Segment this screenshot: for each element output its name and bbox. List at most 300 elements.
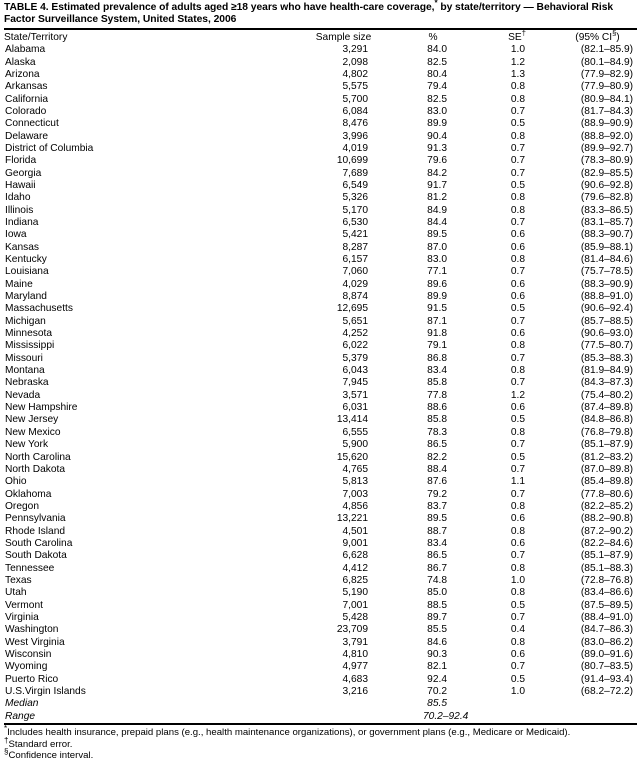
sample-size-value: 7,003 xyxy=(342,488,368,500)
state-name: Tennessee xyxy=(5,562,55,574)
sample-size-value: 5,421 xyxy=(342,229,368,241)
median-value: 85.5 xyxy=(427,698,447,710)
percent-value: 89.5 xyxy=(427,513,447,525)
table-row xyxy=(4,192,637,204)
se-value: 0.7 xyxy=(510,439,525,451)
percent-value: 82.2 xyxy=(427,451,447,463)
se-value: 0.6 xyxy=(510,291,525,303)
col-header-ci xyxy=(558,28,637,44)
percent-value: 83.0 xyxy=(427,105,447,117)
state-name: District of Columbia xyxy=(5,142,94,154)
sample-size-value: 4,029 xyxy=(342,278,368,290)
se-value: 0.5 xyxy=(510,451,525,463)
sample-size-value: 9,001 xyxy=(342,537,368,549)
ci-value: (75.7–78.5) xyxy=(580,266,633,278)
state-name: North Carolina xyxy=(5,451,71,463)
sample-size-value: 4,765 xyxy=(342,463,368,475)
se-value: 0.8 xyxy=(510,81,525,93)
col-header-state: State/Territory xyxy=(4,31,68,43)
sample-size-value: 6,084 xyxy=(342,105,368,117)
table-row xyxy=(4,217,637,229)
col-header-sample-size: Sample size xyxy=(315,31,372,43)
table-row xyxy=(4,316,637,328)
range-value: 70.2–92.4 xyxy=(423,710,469,722)
percent-value: 84.2 xyxy=(427,167,447,179)
percent-value: 88.5 xyxy=(427,599,447,611)
se-value: 0.8 xyxy=(510,340,525,352)
percent-value: 84.6 xyxy=(427,636,447,648)
state-name: Louisiana xyxy=(5,266,49,278)
percent-value: 77.1 xyxy=(427,266,447,278)
se-value: 0.6 xyxy=(510,241,525,253)
footnote xyxy=(4,735,637,751)
percent-value: 70.2 xyxy=(427,686,447,698)
percent-value: 87.1 xyxy=(427,315,447,327)
table-row xyxy=(4,353,637,365)
se-value: 0.7 xyxy=(510,377,525,389)
ci-value: (82.9–85.5) xyxy=(580,167,633,179)
footnote xyxy=(4,747,637,762)
state-name: Wyoming xyxy=(5,661,48,673)
state-name: Texas xyxy=(5,574,32,586)
table-row xyxy=(4,674,637,686)
sample-size-value: 5,170 xyxy=(342,204,368,216)
se-value: 0.8 xyxy=(510,93,525,105)
sample-size-value: 7,001 xyxy=(342,599,368,611)
ci-value: (90.6–93.0) xyxy=(580,328,633,340)
table-row xyxy=(4,81,637,93)
se-value: 0.8 xyxy=(510,562,525,574)
state-name: North Dakota xyxy=(5,463,66,475)
table-row xyxy=(4,266,637,278)
state-name: Maine xyxy=(5,278,33,290)
ci-value: (81.4–84.6) xyxy=(580,254,633,265)
table-row xyxy=(4,143,637,155)
se-value: 0.8 xyxy=(510,254,525,265)
ci-value: (90.6–92.4) xyxy=(580,303,633,315)
se-value: 0.7 xyxy=(510,155,525,167)
se-value: 0.6 xyxy=(510,278,525,290)
table-row xyxy=(4,414,637,426)
percent-value: 89.7 xyxy=(427,611,447,623)
table-row xyxy=(4,390,637,402)
col-header-se-marker: † xyxy=(521,28,526,38)
state-name: Utah xyxy=(5,587,27,599)
percent-value: 82.1 xyxy=(427,661,447,673)
median-label: Median xyxy=(5,698,39,710)
se-value: 0.7 xyxy=(510,216,525,228)
title-text-part2: years who have health-care coverage, xyxy=(247,2,435,13)
percent-value: 83.4 xyxy=(427,365,447,377)
ci-value: (88.9–90.9) xyxy=(580,118,633,130)
se-value: 1.2 xyxy=(510,389,525,401)
state-name: West Virginia xyxy=(5,636,65,648)
ci-value: (81.7–84.3) xyxy=(580,105,633,117)
ci-value: (88.8–91.0) xyxy=(580,291,633,303)
table-row xyxy=(4,377,637,389)
percent-value: 92.4 xyxy=(427,673,447,685)
se-value: 0.5 xyxy=(510,303,525,315)
percent-value: 85.8 xyxy=(427,377,447,389)
table-row xyxy=(4,340,637,352)
state-name: Washington xyxy=(5,624,59,636)
se-value: 0.6 xyxy=(510,513,525,525)
state-name: Vermont xyxy=(5,599,43,611)
percent-value: 79.4 xyxy=(427,81,447,93)
se-value: 0.7 xyxy=(510,611,525,623)
ci-value: (85.4–89.8) xyxy=(580,476,633,488)
table-row xyxy=(4,600,637,612)
ci-value: (72.8–76.8) xyxy=(580,574,633,586)
col-header-percent: % xyxy=(428,31,438,43)
sample-size-value: 3,996 xyxy=(342,130,368,142)
sample-size-value: 6,031 xyxy=(342,402,368,414)
table-row xyxy=(4,550,637,562)
se-value: 1.0 xyxy=(510,574,525,586)
table-row xyxy=(4,254,637,266)
state-name: Mississippi xyxy=(5,340,55,352)
state-name: Indiana xyxy=(5,216,39,228)
percent-value: 80.4 xyxy=(427,68,447,80)
se-value: 0.4 xyxy=(510,624,525,636)
state-name: Illinois xyxy=(5,204,34,216)
sample-size-value: 8,476 xyxy=(342,118,368,130)
table-row xyxy=(4,612,637,624)
percent-value: 88.7 xyxy=(427,525,447,537)
se-value: 0.5 xyxy=(510,599,525,611)
ci-value: (84.7–86.3) xyxy=(580,624,633,636)
state-name: New York xyxy=(5,439,49,451)
se-value: 0.7 xyxy=(510,315,525,327)
table-row xyxy=(4,44,637,56)
percent-value: 86.5 xyxy=(427,550,447,562)
sample-size-value: 2,098 xyxy=(342,56,368,68)
ci-value: (88.3–90.7) xyxy=(580,229,633,241)
sample-size-value: 13,414 xyxy=(336,414,368,426)
sample-size-value: 5,900 xyxy=(342,439,368,451)
percent-value: 90.4 xyxy=(427,130,447,142)
sample-size-value: 4,252 xyxy=(342,328,368,340)
col-header-ci-close: ) xyxy=(616,31,620,43)
ci-value: (77.8–80.6) xyxy=(580,488,633,500)
table-row xyxy=(4,686,637,698)
percent-value: 88.6 xyxy=(427,402,447,414)
ci-value: (87.4–89.8) xyxy=(580,402,633,414)
state-name: Pennsylvania xyxy=(5,513,66,525)
table-row xyxy=(4,661,637,673)
state-name: Ohio xyxy=(5,476,27,488)
se-value: 0.8 xyxy=(510,192,525,204)
table-row xyxy=(4,365,637,377)
table-row xyxy=(4,291,637,303)
header-row xyxy=(4,32,637,44)
footnote-marker: § xyxy=(4,747,9,757)
state-name: Kansas xyxy=(5,241,39,253)
percent-value: 91.5 xyxy=(427,303,447,315)
se-value: 0.8 xyxy=(510,500,525,512)
ci-value: (77.9–82.9) xyxy=(580,68,633,80)
state-name: Oregon xyxy=(5,500,39,512)
percent-value: 82.5 xyxy=(427,56,447,68)
sample-size-value: 5,651 xyxy=(342,315,368,327)
footnote-text: Confidence interval. xyxy=(8,750,94,762)
percent-value: 84.0 xyxy=(427,44,447,56)
state-name: Nebraska xyxy=(5,377,49,389)
state-name: New Jersey xyxy=(5,414,59,426)
se-value: 1.0 xyxy=(510,686,525,698)
ci-value: (68.2–72.2) xyxy=(580,686,633,698)
table-row xyxy=(4,649,637,661)
sample-size-value: 6,549 xyxy=(342,179,368,191)
se-value: 0.7 xyxy=(510,266,525,278)
ci-value: (84.3–87.3) xyxy=(580,377,633,389)
state-name: Colorado xyxy=(5,105,47,117)
percent-value: 77.8 xyxy=(427,389,447,401)
se-value: 0.5 xyxy=(510,414,525,426)
sample-size-value: 4,412 xyxy=(342,562,368,574)
ci-value: (79.6–82.8) xyxy=(580,192,633,204)
footnote-text: Includes health insurance, prepaid plans (e.g., health maintenance organizations), or government plans (e.g., Medicare or Medicaid). xyxy=(7,727,571,739)
table-row xyxy=(4,180,637,192)
table-header xyxy=(4,28,637,44)
table-row xyxy=(4,303,637,315)
percent-value: 86.5 xyxy=(427,439,447,451)
sample-size-value: 4,977 xyxy=(342,661,368,673)
median-row xyxy=(4,698,637,710)
se-value: 1.1 xyxy=(510,476,525,488)
sample-size-value: 5,190 xyxy=(342,587,368,599)
footnote-marker: * xyxy=(4,723,8,733)
percent-value: 79.2 xyxy=(427,488,447,500)
table-row xyxy=(4,242,637,254)
ci-value: (87.2–90.2) xyxy=(580,525,633,537)
table-row xyxy=(4,328,637,340)
se-value: 0.6 xyxy=(510,649,525,660)
greater-equal-symbol: ≥18 xyxy=(231,2,248,13)
sample-size-value: 6,043 xyxy=(342,365,368,377)
state-name: Alabama xyxy=(5,44,46,56)
ci-value: (85.1–87.9) xyxy=(580,439,633,451)
table-row xyxy=(4,439,637,451)
sample-size-value: 7,945 xyxy=(342,377,368,389)
percent-value: 89.6 xyxy=(427,278,447,290)
state-name: Rhode Island xyxy=(5,525,66,537)
ci-value: (85.1–88.3) xyxy=(580,562,633,574)
se-value: 0.7 xyxy=(510,661,525,673)
ci-value: (88.3–90.9) xyxy=(580,278,633,290)
state-name: Michigan xyxy=(5,315,46,327)
state-name: U.S.Virgin Islands xyxy=(5,686,86,698)
sample-size-value: 8,287 xyxy=(342,241,368,253)
table-row xyxy=(4,229,637,241)
sample-size-value: 7,060 xyxy=(342,266,368,278)
percent-value: 83.7 xyxy=(427,500,447,512)
ci-value: (85.7–88.5) xyxy=(580,315,633,327)
table-row xyxy=(4,624,637,636)
ci-value: (81.9–84.9) xyxy=(580,365,633,377)
table-title xyxy=(4,2,637,28)
table-row xyxy=(4,452,637,464)
se-value: 0.8 xyxy=(510,204,525,216)
state-name: Missouri xyxy=(5,352,43,364)
se-value: 0.8 xyxy=(510,130,525,142)
table-row xyxy=(4,538,637,550)
percent-value: 87.0 xyxy=(427,241,447,253)
se-value: 0.8 xyxy=(510,587,525,599)
se-value: 0.5 xyxy=(510,673,525,685)
state-name: Maryland xyxy=(5,291,47,303)
median-se xyxy=(476,698,558,710)
se-value: 0.8 xyxy=(510,525,525,537)
sample-size-value: 6,825 xyxy=(342,574,368,586)
percent-value: 89.5 xyxy=(427,229,447,241)
percent-value: 81.2 xyxy=(427,192,447,204)
sample-size-value: 5,379 xyxy=(342,352,368,364)
state-name: Puerto Rico xyxy=(5,673,59,685)
se-value: 0.5 xyxy=(510,179,525,191)
table-row xyxy=(4,155,637,167)
table-row xyxy=(4,57,637,69)
ci-value: (88.8–92.0) xyxy=(580,130,633,142)
table-row xyxy=(4,513,637,525)
col-header-se-label: SE xyxy=(508,31,522,43)
state-name: Virginia xyxy=(5,611,39,623)
state-name: Arizona xyxy=(5,68,40,80)
ci-value: (83.3–86.5) xyxy=(580,204,633,216)
sample-size-value: 7,689 xyxy=(342,167,368,179)
ci-value: (83.1–85.7) xyxy=(580,216,633,228)
percent-value: 79.1 xyxy=(427,340,447,352)
sample-size-value: 8,874 xyxy=(342,291,368,303)
table-body xyxy=(4,44,637,723)
sample-size-value: 4,856 xyxy=(342,500,368,512)
sample-size-value: 3,791 xyxy=(342,636,368,648)
percent-value: 83.0 xyxy=(427,254,447,265)
footnote-text: Standard error. xyxy=(8,738,73,750)
state-name: Idaho xyxy=(5,192,31,204)
sample-size-value: 6,555 xyxy=(342,426,368,438)
ci-value: (85.1–87.9) xyxy=(580,550,633,562)
state-name: Montana xyxy=(5,365,45,377)
table-row xyxy=(4,94,637,106)
se-value: 0.7 xyxy=(510,463,525,475)
ci-value: (85.9–88.1) xyxy=(580,241,633,253)
state-name: Arkansas xyxy=(5,81,48,93)
sample-size-value: 5,700 xyxy=(342,93,368,105)
sample-size-value: 13,221 xyxy=(336,513,368,525)
se-value: 0.7 xyxy=(510,105,525,117)
median-sample-size xyxy=(297,698,390,710)
se-value: 0.6 xyxy=(510,402,525,414)
se-value: 0.7 xyxy=(510,550,525,562)
percent-value: 79.6 xyxy=(427,155,447,167)
col-header-ci-marker: § xyxy=(612,28,617,38)
se-value: 0.7 xyxy=(510,352,525,364)
percent-value: 78.3 xyxy=(427,426,447,438)
table-row xyxy=(4,489,637,501)
se-value: 0.7 xyxy=(510,488,525,500)
table-row xyxy=(4,279,637,291)
percent-value: 87.6 xyxy=(427,476,447,488)
sample-size-value: 23,709 xyxy=(336,624,368,636)
se-value: 1.2 xyxy=(510,56,525,68)
ci-value: (85.3–88.3) xyxy=(580,352,633,364)
title-footnote-marker: * xyxy=(434,0,438,8)
ci-value: (80.1–84.9) xyxy=(580,56,633,68)
ci-value: (90.6–92.8) xyxy=(580,179,633,191)
se-value: 1.0 xyxy=(510,44,525,56)
state-name: Massachusetts xyxy=(5,303,73,315)
title-text-part1: TABLE 4. Estimated prevalence of adults aged xyxy=(4,2,232,13)
footnote-list xyxy=(4,725,637,762)
se-value: 0.8 xyxy=(510,365,525,377)
range-sample-size xyxy=(297,711,390,723)
ci-value: (87.5–89.5) xyxy=(580,599,633,611)
table-row xyxy=(4,402,637,414)
se-value: 0.6 xyxy=(510,537,525,549)
se-value: 0.8 xyxy=(510,636,525,648)
sample-size-value: 6,530 xyxy=(342,216,368,228)
table-row xyxy=(4,526,637,538)
percent-value: 89.9 xyxy=(427,118,447,130)
state-name: New Hampshire xyxy=(5,402,78,414)
percent-value: 91.3 xyxy=(427,142,447,154)
ci-value: (88.4–91.0) xyxy=(580,611,633,623)
sample-size-value: 6,628 xyxy=(342,550,368,562)
range-label: Range xyxy=(5,710,36,722)
percent-value: 86.7 xyxy=(427,562,447,574)
percent-value: 88.4 xyxy=(427,463,447,475)
ci-value: (82.1–85.9) xyxy=(580,44,633,56)
table-row xyxy=(4,205,637,217)
table-row xyxy=(4,131,637,143)
se-value: 0.6 xyxy=(510,229,525,241)
ci-value: (80.9–84.1) xyxy=(580,93,633,105)
percent-value: 90.3 xyxy=(427,649,447,660)
sample-size-value: 3,216 xyxy=(342,686,368,698)
state-name: New Mexico xyxy=(5,426,61,438)
ci-value: (84.8–86.8) xyxy=(580,414,633,426)
table-row xyxy=(4,587,637,599)
se-value: 0.5 xyxy=(510,118,525,130)
table-row xyxy=(4,575,637,587)
table-row xyxy=(4,637,637,649)
table-row xyxy=(4,168,637,180)
percent-value: 84.9 xyxy=(427,204,447,216)
sample-size-value: 4,802 xyxy=(342,68,368,80)
state-name: Hawaii xyxy=(5,179,36,191)
ci-value: (89.9–92.7) xyxy=(580,142,633,154)
ci-value: (81.2–83.2) xyxy=(580,451,633,463)
state-name: Oklahoma xyxy=(5,488,52,500)
table-row xyxy=(4,69,637,81)
ci-value: (80.7–83.5) xyxy=(580,661,633,673)
se-value: 0.6 xyxy=(510,328,525,340)
sample-size-value: 6,157 xyxy=(342,254,368,265)
percent-value: 85.8 xyxy=(427,414,447,426)
state-name: Minnesota xyxy=(5,328,53,340)
table-row xyxy=(4,501,637,513)
title-text-part3: by state/territory — Behavioral Risk xyxy=(437,2,614,13)
table-row xyxy=(4,106,637,118)
sample-size-value: 12,695 xyxy=(336,303,368,315)
se-value: 1.3 xyxy=(510,68,525,80)
ci-value: (77.5–80.7) xyxy=(580,340,633,352)
se-value: 0.7 xyxy=(510,142,525,154)
range-ci xyxy=(558,711,637,723)
state-name: Nevada xyxy=(5,389,41,401)
sample-size-value: 5,428 xyxy=(342,611,368,623)
